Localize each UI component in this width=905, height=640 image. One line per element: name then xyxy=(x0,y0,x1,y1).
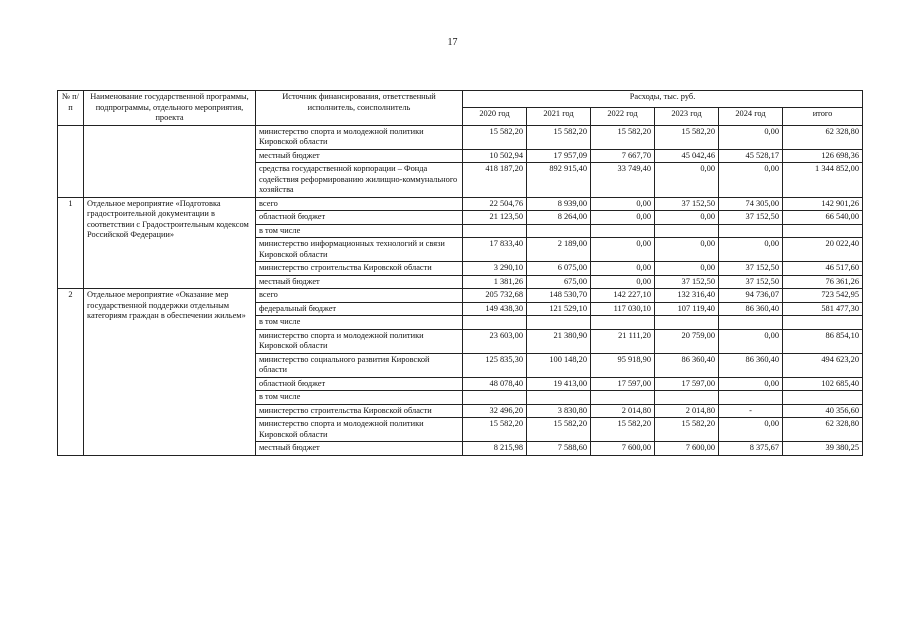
year-value: 117 030,10 xyxy=(591,302,655,316)
header-no: № п/п xyxy=(58,91,84,126)
year-value: 8 939,00 xyxy=(527,197,591,211)
year-value: 20 759,00 xyxy=(655,329,719,353)
year-value: 37 152,50 xyxy=(719,262,783,276)
year-value: 892 915,40 xyxy=(527,163,591,198)
funding-source: областной бюджет xyxy=(256,211,463,225)
year-value: 7 600,00 xyxy=(591,442,655,456)
year-value: 149 438,30 xyxy=(463,302,527,316)
year-value: 7 588,60 xyxy=(527,442,591,456)
year-value: 3 830,80 xyxy=(527,404,591,418)
year-value: 0,00 xyxy=(655,262,719,276)
year-value xyxy=(591,224,655,238)
year-value: 22 504,76 xyxy=(463,197,527,211)
year-value: 48 078,40 xyxy=(463,377,527,391)
year-value: 15 582,20 xyxy=(655,125,719,149)
total-value: 20 022,40 xyxy=(783,238,863,262)
year-value: 86 360,40 xyxy=(719,302,783,316)
year-value xyxy=(463,224,527,238)
total-value xyxy=(783,391,863,405)
year-value xyxy=(719,316,783,330)
year-value: 45 528,17 xyxy=(719,149,783,163)
item-number: 2 xyxy=(58,289,84,456)
table-header xyxy=(58,91,863,126)
year-value: - xyxy=(719,404,783,418)
header-year: 2022 год xyxy=(591,108,655,125)
funding-source: местный бюджет xyxy=(256,149,463,163)
year-value: 7 600,00 xyxy=(655,442,719,456)
funding-source: министерство информационных технологий и связи Кировской области xyxy=(256,238,463,262)
total-value: 62 328,80 xyxy=(783,418,863,442)
year-value: 15 582,20 xyxy=(591,418,655,442)
year-value xyxy=(527,391,591,405)
funding-source: в том числе xyxy=(256,316,463,330)
year-value: 3 290,10 xyxy=(463,262,527,276)
total-value: 86 854,10 xyxy=(783,329,863,353)
total-value: 126 698,36 xyxy=(783,149,863,163)
year-value xyxy=(591,316,655,330)
table-row xyxy=(58,197,863,211)
header-year: 2023 год xyxy=(655,108,719,125)
year-value: 17 597,00 xyxy=(655,377,719,391)
year-value: 2 014,80 xyxy=(591,404,655,418)
year-value: 17 597,00 xyxy=(591,377,655,391)
year-value: 121 529,10 xyxy=(527,302,591,316)
year-value: 37 152,50 xyxy=(655,275,719,289)
funding-source: министерство строительства Кировской области xyxy=(256,404,463,418)
header-name: Наименование государственной программы, подпрограммы, отдельного мероприятия, проекта xyxy=(84,91,256,126)
year-value: 142 227,10 xyxy=(591,289,655,303)
total-value: 62 328,80 xyxy=(783,125,863,149)
year-value: 0,00 xyxy=(591,211,655,225)
year-value: 8 375,67 xyxy=(719,442,783,456)
year-value: 74 305,00 xyxy=(719,197,783,211)
funding-source: в том числе xyxy=(256,391,463,405)
year-value xyxy=(591,391,655,405)
header-total: итого xyxy=(783,108,863,125)
year-value: 23 603,00 xyxy=(463,329,527,353)
total-value xyxy=(783,316,863,330)
year-value: 95 918,90 xyxy=(591,353,655,377)
year-value: 21 111,20 xyxy=(591,329,655,353)
year-value: 7 667,70 xyxy=(591,149,655,163)
funding-source: областной бюджет xyxy=(256,377,463,391)
year-value: 0,00 xyxy=(591,238,655,262)
year-value: 94 736,07 xyxy=(719,289,783,303)
year-value: 1 381,26 xyxy=(463,275,527,289)
year-value: 0,00 xyxy=(719,377,783,391)
year-value: 8 215,98 xyxy=(463,442,527,456)
funding-source: в том числе xyxy=(256,224,463,238)
year-value xyxy=(463,316,527,330)
table-row xyxy=(58,125,863,149)
year-value xyxy=(655,224,719,238)
budget-table xyxy=(57,90,863,456)
year-value: 0,00 xyxy=(719,163,783,198)
year-value: 19 413,00 xyxy=(527,377,591,391)
year-value: 0,00 xyxy=(591,262,655,276)
year-value: 132 316,40 xyxy=(655,289,719,303)
total-value: 1 344 852,00 xyxy=(783,163,863,198)
year-value: 37 152,50 xyxy=(655,197,719,211)
funding-source: местный бюджет xyxy=(256,442,463,456)
year-value: 2 014,80 xyxy=(655,404,719,418)
header-expenses: Расходы, тыс. руб. xyxy=(463,91,863,108)
table-row xyxy=(58,289,863,303)
total-value: 40 356,60 xyxy=(783,404,863,418)
item-number xyxy=(58,125,84,197)
header-year: 2021 год xyxy=(527,108,591,125)
table-body xyxy=(58,125,863,455)
year-value: 0,00 xyxy=(655,238,719,262)
year-value: 15 582,20 xyxy=(463,125,527,149)
item-name: Отдельное мероприятие «Подготовка градостроительной документации в соответствии с Градостроительным кодексом Российской Федерации» xyxy=(84,197,256,289)
year-value: 33 749,40 xyxy=(591,163,655,198)
year-value: 86 360,40 xyxy=(655,353,719,377)
year-value: 0,00 xyxy=(719,125,783,149)
year-value: 0,00 xyxy=(719,238,783,262)
year-value xyxy=(527,316,591,330)
item-name xyxy=(84,125,256,197)
funding-source: министерство строительства Кировской области xyxy=(256,262,463,276)
total-value: 39 380,25 xyxy=(783,442,863,456)
total-value: 66 540,00 xyxy=(783,211,863,225)
year-value: 0,00 xyxy=(655,211,719,225)
year-value: 0,00 xyxy=(719,329,783,353)
year-value: 15 582,20 xyxy=(591,125,655,149)
year-value xyxy=(719,224,783,238)
year-value: 15 582,20 xyxy=(655,418,719,442)
year-value: 148 530,70 xyxy=(527,289,591,303)
funding-source: всего xyxy=(256,197,463,211)
year-value: 17 833,40 xyxy=(463,238,527,262)
year-value: 15 582,20 xyxy=(527,418,591,442)
year-value: 2 189,00 xyxy=(527,238,591,262)
year-value: 0,00 xyxy=(591,275,655,289)
year-value xyxy=(527,224,591,238)
item-name: Отдельное мероприятие «Оказание мер государственной поддержки отдельным категориям граждан в обеспечении жильем» xyxy=(84,289,256,456)
funding-source: министерство спорта и молодежной политики Кировской области xyxy=(256,125,463,149)
year-value: 107 119,40 xyxy=(655,302,719,316)
year-value: 8 264,00 xyxy=(527,211,591,225)
total-value: 102 685,40 xyxy=(783,377,863,391)
year-value: 21 380,90 xyxy=(527,329,591,353)
year-value: 37 152,50 xyxy=(719,211,783,225)
year-value: 15 582,20 xyxy=(463,418,527,442)
year-value: 17 957,09 xyxy=(527,149,591,163)
year-value: 10 502,94 xyxy=(463,149,527,163)
item-number: 1 xyxy=(58,197,84,289)
year-value xyxy=(655,391,719,405)
header-source: Источник финансирования, ответственный исполнитель, соисполнитель xyxy=(256,91,463,126)
header-year: 2024 год xyxy=(719,108,783,125)
year-value: 37 152,50 xyxy=(719,275,783,289)
total-value: 76 361,26 xyxy=(783,275,863,289)
funding-source: министерство социального развития Кировской области xyxy=(256,353,463,377)
year-value: 21 123,50 xyxy=(463,211,527,225)
total-value: 46 517,60 xyxy=(783,262,863,276)
year-value: 0,00 xyxy=(655,163,719,198)
funding-source: местный бюджет xyxy=(256,275,463,289)
year-value: 418 187,20 xyxy=(463,163,527,198)
total-value: 494 623,20 xyxy=(783,353,863,377)
year-value: 45 042,46 xyxy=(655,149,719,163)
year-value: 125 835,30 xyxy=(463,353,527,377)
funding-source: министерство спорта и молодежной политики Кировской области xyxy=(256,418,463,442)
year-value: 15 582,20 xyxy=(527,125,591,149)
total-value: 723 542,95 xyxy=(783,289,863,303)
page-number: 17 xyxy=(447,37,458,48)
year-value xyxy=(463,391,527,405)
year-value: 86 360,40 xyxy=(719,353,783,377)
year-value: 6 075,00 xyxy=(527,262,591,276)
year-value: 205 732,68 xyxy=(463,289,527,303)
year-value: 0,00 xyxy=(719,418,783,442)
header-year: 2020 год xyxy=(463,108,527,125)
year-value: 100 148,20 xyxy=(527,353,591,377)
funding-source: федеральный бюджет xyxy=(256,302,463,316)
total-value: 581 477,30 xyxy=(783,302,863,316)
total-value: 142 901,26 xyxy=(783,197,863,211)
year-value: 675,00 xyxy=(527,275,591,289)
funding-source: министерство спорта и молодежной политики Кировской области xyxy=(256,329,463,353)
year-value: 0,00 xyxy=(591,197,655,211)
funding-source: средства государственной корпорации – Фонда содействия реформированию жилищно-коммунального хозяйства xyxy=(256,163,463,198)
year-value xyxy=(655,316,719,330)
funding-source: всего xyxy=(256,289,463,303)
total-value xyxy=(783,224,863,238)
year-value: 32 496,20 xyxy=(463,404,527,418)
year-value xyxy=(719,391,783,405)
